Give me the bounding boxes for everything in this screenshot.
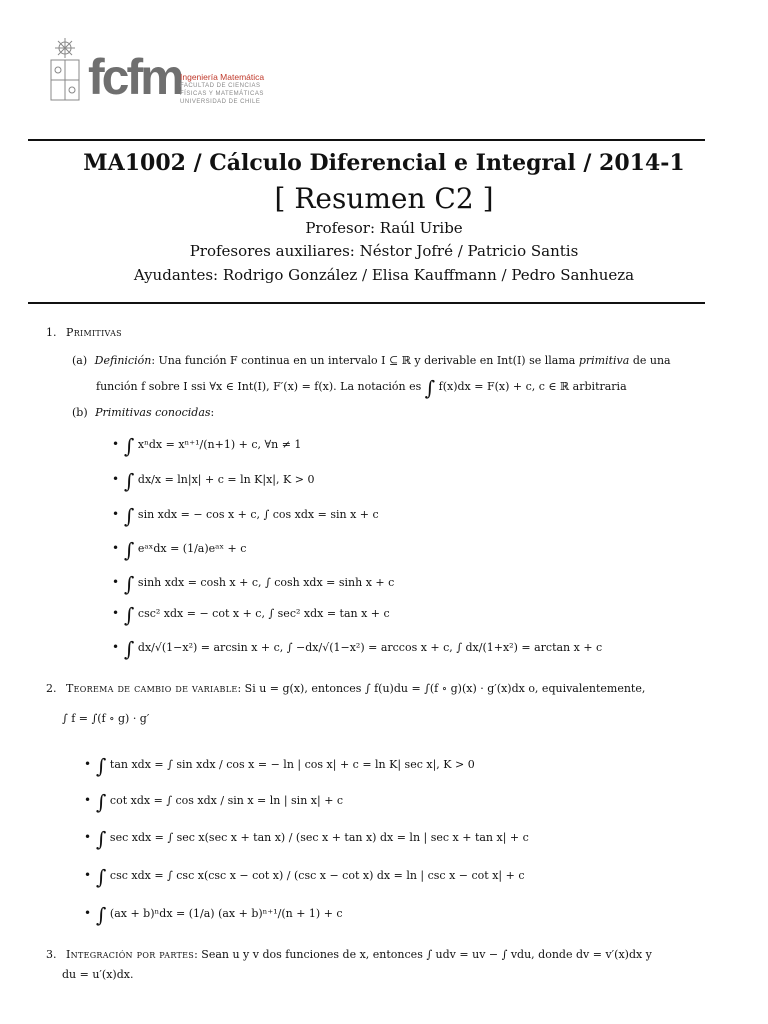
course-title: MA1002 / Cálculo Diferencial e Integral / 2014-1 [83,150,685,176]
fcfm-wordmark: fcfm [88,49,182,105]
section-1-heading: 1. Primitivas [46,326,122,339]
substitution-item: ∫ cot xdx = ∫ cos xdx / sin x = ln | sin x| + c [96,790,344,814]
substitution-item: ∫ sec xdx = ∫ sec x(sec x + tan x) / (sec x + tan x) dx = ln | sec x + tan x| + c [96,827,529,851]
professor-line: Profesor: Raúl Uribe [305,219,463,237]
document-title: [ Resumen C2 ] [274,182,494,215]
primitive-item: ∫ xⁿdx = xⁿ⁺¹/(n+1) + c, ∀n ≠ 1 [124,434,302,458]
primitive-item: ∫ dx/x = ln|x| + c = ln K|x|, K > 0 [124,469,315,493]
definition-line-1: (a) Definición: Una función F continua en un intervalo I ⊆ ℝ y derivable en Int(I) se llama primitiva de una [72,354,671,367]
primitive-item: ∫ csc² xdx = − cot x + c, ∫ sec² xdx = tan x + c [124,603,390,627]
department-name: Ingeniería Matemática FACULTAD DE CIENCIAS FÍSICAS Y MATEMÁTICAS UNIVERSIDAD DE CHILE [180,72,265,105]
integral-sign: ∫ [424,376,436,400]
primitive-item: ∫ dx/√(1−x²) = arcsin x + c, ∫ −dx/√(1−x²) = arccos x + c, ∫ dx/(1+x²) = arctan x + c [124,637,603,661]
substitution-item: ∫ tan xdx = ∫ sin xdx / cos x = − ln | cos x| + c = ln K| sec x|, K > 0 [96,754,475,778]
definition-line-2: función f sobre I ssi ∀x ∈ Int(I), F′(x) = f(x). La notación es ∫ f(x)dx = F(x) + c, c ∈ ℝ arbitraria [96,376,627,400]
primitive-item: ∫ eᵃˣdx = (1/a)eᵃˣ + c [124,538,247,562]
primitive-item: ∫ sinh xdx = cosh x + c, ∫ cosh xdx = sinh x + c [124,572,395,596]
known-primitives-heading: (b) Primitivas conocidas: [72,406,215,419]
primitive-item: ∫ sin xdx = − cos x + c, ∫ cos xdx = sin x + c [124,504,379,528]
faculty-logo [44,34,344,114]
section-2-heading: 2. Teorema de cambio de variable: Si u = g(x), entonces ∫ f(u)du = ∫(f ∘ g)(x) · g′(x)dx o, equivalentemente, [46,682,646,695]
substitution-item: ∫ csc xdx = ∫ csc x(csc x − cot x) / (csc x − cot x) dx = ln | csc x − cot x| + c [96,865,525,889]
section-3-line-2: du = u′(x)dx. [62,968,134,981]
helpers-line: Ayudantes: Rodrigo González / Elisa Kauffmann / Pedro Sanhueza [133,266,635,284]
auxiliaries-line: Profesores auxiliares: Néstor Jofré / Patricio Santis [189,242,579,260]
section-2-line-2: ∫ f = ∫(f ∘ g) · g′ [62,712,150,725]
section-3-heading: 3. Integración por partes: Sean u y v dos funciones de x, entonces ∫ udv = uv − ∫ vdu, donde dv = v′(x)dx y [46,948,652,961]
university-crest-icon [48,38,82,104]
top-divider [28,139,705,141]
bottom-divider [28,302,705,304]
substitution-item: ∫ (ax + b)ⁿdx = (1/a) (ax + b)ⁿ⁺¹/(n + 1) + c [96,903,343,927]
